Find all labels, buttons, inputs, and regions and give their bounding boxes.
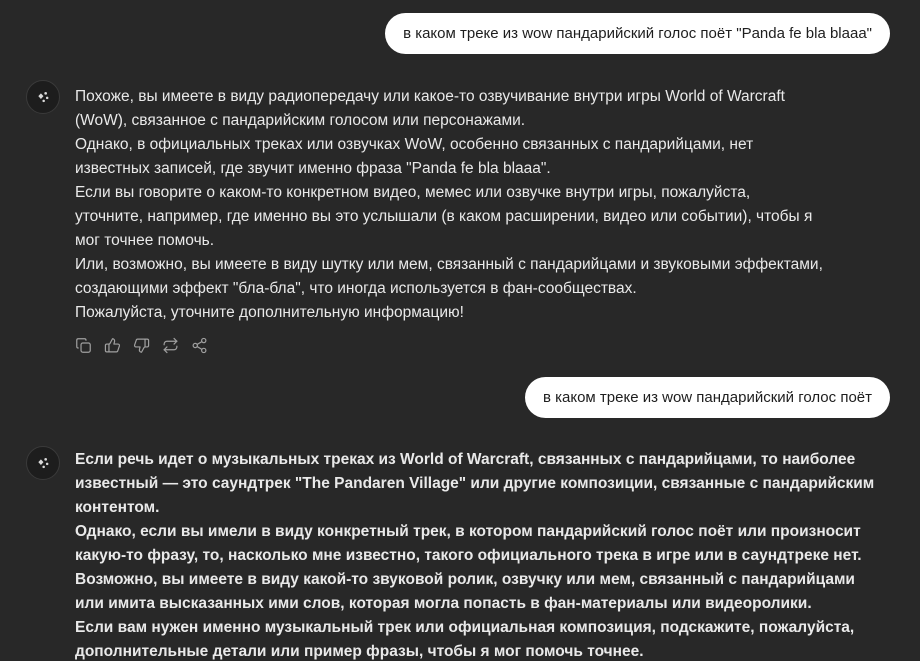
assistant-text-line: уточните, например, где именно вы это услышали (в каком расширении, видео или событии), чтобы я — [75, 208, 813, 225]
assistant-message-1 — [75, 85, 823, 325]
regenerate-icon — [162, 337, 179, 354]
assistant-text-line: Однако, в официальных треках или озвучках WoW, особенно связанных с пандарийцами, нет — [75, 136, 754, 153]
assistant-text-line: (WoW), связанное с пандарийским голосом или персонажами. — [75, 112, 526, 129]
assistant-text-line: Если вам нужен именно музыкальный трек или официальная композиция, подскажите, пожалуйста, — [75, 619, 855, 636]
thumbs-up-button[interactable] — [101, 334, 123, 356]
assistant-text-line: Однако, если вы имели в виду конкретный трек, в котором пандарийский голос поёт или произносит — [75, 523, 861, 540]
share-button[interactable] — [188, 334, 210, 356]
assistant-message-2 — [75, 448, 874, 661]
assistant-text-line: Если речь идет о музыкальных треках из World of Warcraft, связанных с пандарийцами, то наиболее — [75, 451, 856, 468]
assistant-text-line: Возможно, вы имеете в виду какой-то звуковой ролик, озвучку или мем, связанный с пандарийцами — [75, 571, 855, 588]
assistant-text-line: известных записей, где звучит именно фраза "Panda fe bla blaaa". — [75, 160, 551, 177]
assistant-avatar — [26, 446, 60, 480]
assistant-text-line: какую-то фразу, то, насколько мне известно, такого официального трека в игре или в саундтреке нет. — [75, 547, 862, 564]
assistant-avatar — [26, 80, 60, 114]
message-action-bar — [72, 334, 210, 356]
copy-icon — [75, 337, 92, 354]
assistant-text-line: Или, возможно, вы имеете в виду шутку или мем, связанный с пандарийцами и звуковыми эффектами, — [75, 256, 823, 273]
sparkle-icon — [33, 87, 53, 107]
assistant-text-line: Пожалуйста, уточните дополнительную информацию! — [75, 304, 464, 321]
regenerate-button[interactable] — [159, 334, 181, 356]
assistant-text-line: создающими эффект "бла-бла", что иногда используется в фан-сообществах. — [75, 280, 637, 297]
assistant-text-line: контентом. — [75, 499, 160, 516]
assistant-text-line: известный — это саундтрек "The Pandaren Village" или другие композиции, связанные с пандарийским — [75, 475, 875, 492]
user-message-bubble: в каком треке из wow пандарийский голос поёт "Panda fe bla blaaa" — [385, 13, 890, 54]
assistant-text-line: мог точнее помочь. — [75, 232, 215, 249]
thumbs-down-icon — [133, 337, 150, 354]
assistant-text-line: Если вы говорите о каком-то конкретном видео, мемес или озвучке внутри игры, пожалуйста, — [75, 184, 751, 201]
thumbs-down-button[interactable] — [130, 334, 152, 356]
assistant-text-line: Похоже, вы имеете в виду радиопередачу или какое-то озвучивание внутри игры World of Warcraft — [75, 88, 785, 105]
assistant-text-line: дополнительные детали или пример фразы, чтобы я мог помочь точнее. — [75, 643, 644, 660]
sparkle-icon — [33, 453, 53, 473]
user-message-bubble: в каком треке из wow пандарийский голос поёт — [525, 377, 890, 418]
copy-button[interactable] — [72, 334, 94, 356]
assistant-text-line: или имита высказанных ими слов, которая могла попасть в фан-материалы или видеоролики. — [75, 595, 812, 612]
share-icon — [191, 337, 208, 354]
thumbs-up-icon — [104, 337, 121, 354]
